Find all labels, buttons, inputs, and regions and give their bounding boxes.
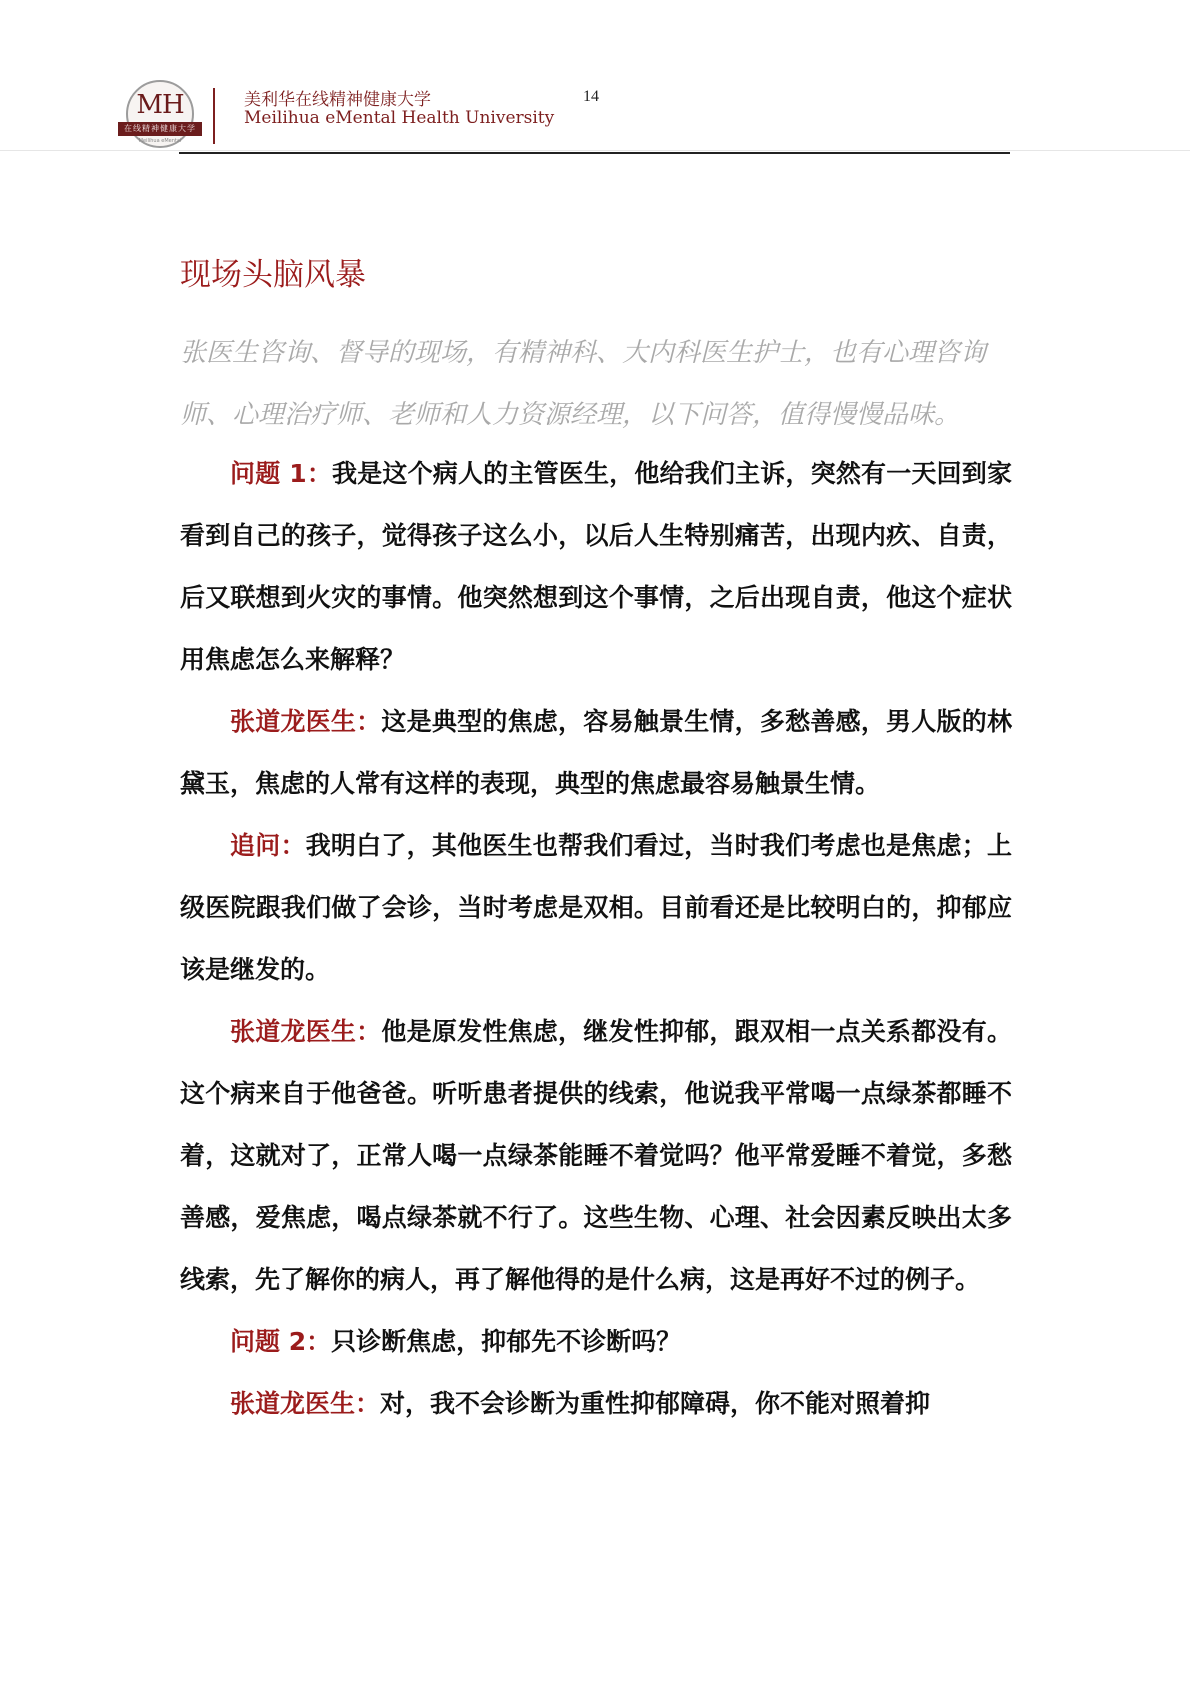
dialog-text: 只诊断焦虑，抑郁先不诊断吗？ [331, 1327, 682, 1356]
university-name-en: Meilihua eMental Health University [244, 108, 555, 128]
section-intro: 张医生咨询、督导的现场，有精神科、大内科医生护士，也有心理咨询师、心理治疗师、老师和人力资源经理，以下问答，值得慢慢品味。 [180, 338, 987, 430]
dialog-paragraph [180, 443, 1012, 691]
logo-ribbon: 在线精神健康大学 [118, 122, 202, 136]
dialog-paragraph [180, 1373, 1012, 1435]
logo-monogram: MH [136, 90, 184, 120]
dialog-text: 我是这个病人的主管医生，他给我们主诉，突然有一天回到家看到自己的孩子，觉得孩子这么小，以后人生特别痛苦，出现内疚、自责，后又联想到火灾的事情。他突然想到这个事情，之后出现自责，他这个症状用焦虑怎么来解释？ [180, 459, 1012, 674]
dialog-text: 他是原发性焦虑，继发性抑郁，跟双相一点关系都没有。这个病来自于他爸爸。听听患者提供的线索，他说我平常喝一点绿茶都睡不着，这就对了，正常人喝一点绿茶能睡不着觉吗？他平常爱睡不着觉，多愁善感，爱焦虑，喝点绿茶就不行了。这些生物、心理、社会因素反映出太多线索，先了解你的病人，再了解他得的是什么病，这是再好不过的例子。 [180, 1017, 1012, 1294]
dialog-body [180, 443, 1012, 1435]
header-divider [213, 88, 215, 144]
speaker-label: 问题 1： [230, 459, 333, 488]
logo-subtext: Meilihua eMental [138, 138, 182, 144]
dialog-text: 这是典型的焦虑，容易触景生情，多愁善感，男人版的林黛玉，焦虑的人常有这样的表现，典型的焦虑最容易触景生情。 [180, 707, 1012, 798]
header-rule [179, 152, 1010, 154]
dialog-paragraph [180, 1311, 1012, 1373]
header-shadow-rule [0, 150, 1190, 151]
dialog-paragraph [180, 691, 1012, 815]
page-header [0, 0, 1190, 160]
page-number: 14 [583, 88, 599, 105]
section-title: 现场头脑风暴 [180, 256, 366, 293]
dialog-text: 对，我不会诊断为重性抑郁障碍，你不能对照着抑 [380, 1389, 931, 1418]
dialog-paragraph [180, 1001, 1012, 1311]
university-name-cn: 美利华在线精神健康大学 [244, 90, 431, 110]
speaker-label: 张道龙医生： [230, 707, 382, 736]
dialog-text: 我明白了，其他医生也帮我们看过，当时我们考虑也是焦虑；上级医院跟我们做了会诊，当时考虑是双相。目前看还是比较明白的，抑郁应该是继发的。 [180, 831, 1012, 984]
speaker-label: 张道龙医生： [230, 1017, 382, 1046]
speaker-label: 张道龙医生： [230, 1389, 381, 1418]
speaker-label: 追问： [230, 831, 306, 860]
university-logo [120, 80, 200, 152]
speaker-label: 问题 2： [230, 1327, 332, 1356]
dialog-paragraph [180, 815, 1012, 1001]
